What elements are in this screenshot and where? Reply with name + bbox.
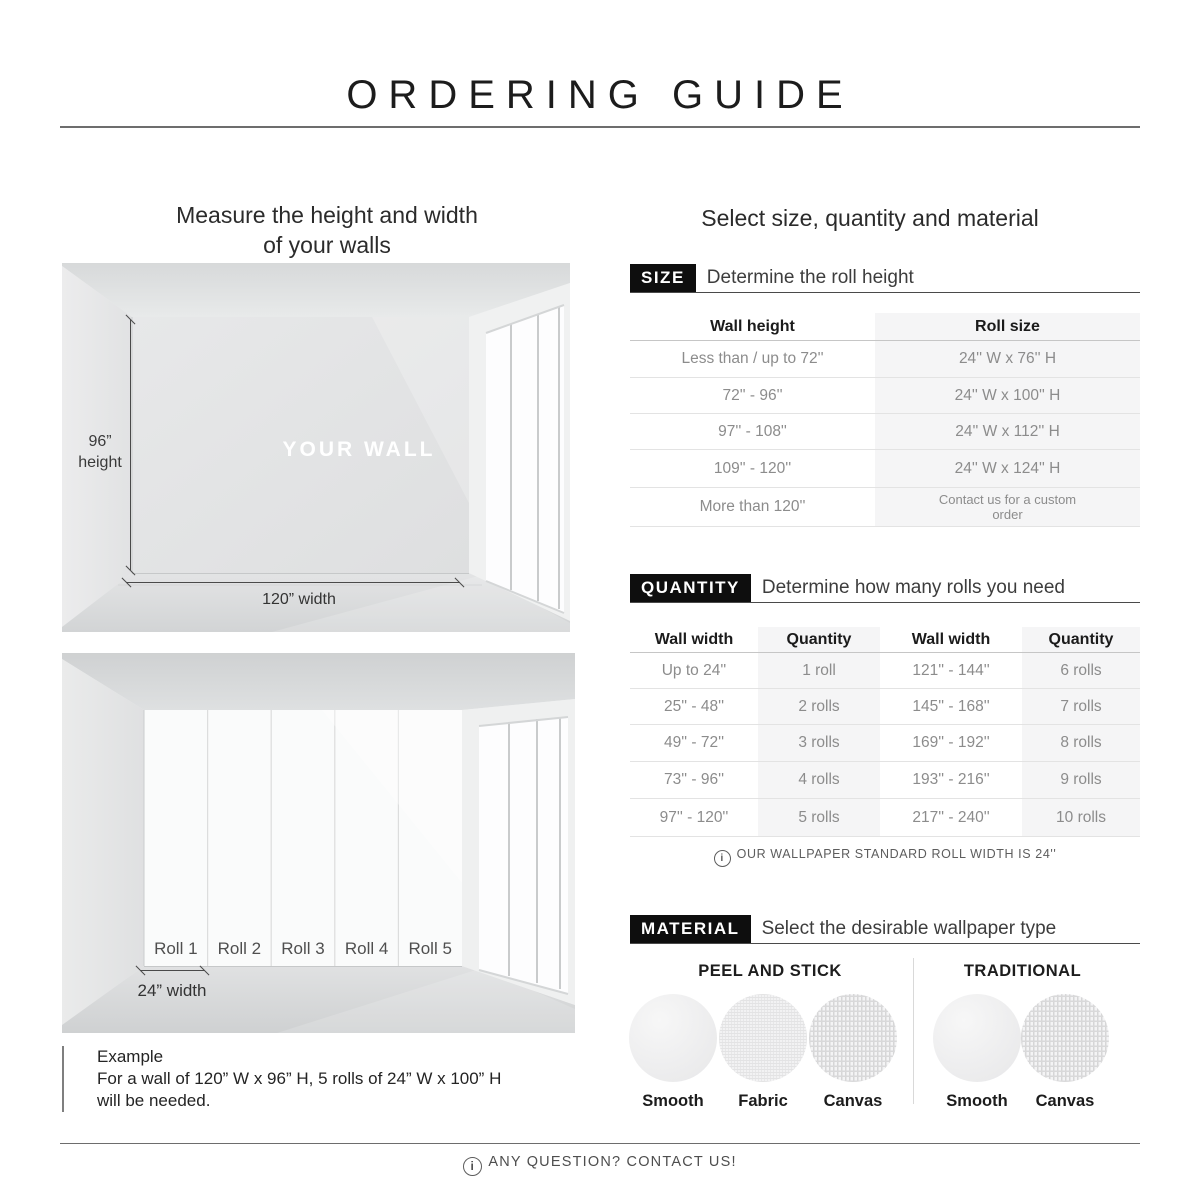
quantity-table-row	[630, 725, 1140, 762]
fabric-texture-icon	[719, 994, 807, 1082]
wall-width-cell: 217'' - 240''	[912, 808, 990, 826]
quantity-table-row	[630, 762, 1140, 799]
roll-size-cell: 24'' W x 112'' H	[875, 414, 1140, 449]
roll-label: Roll 4	[344, 939, 389, 958]
peel-and-stick-heading: PEEL AND STICK	[698, 962, 842, 980]
traditional-heading: TRADITIONAL	[963, 962, 1082, 980]
roll-label: Roll 2	[217, 939, 262, 958]
wall-height-word: height	[78, 454, 122, 471]
wall-width-cell: 169'' - 192''	[912, 734, 990, 751]
wall-height-cell: 109'' - 120''	[713, 459, 792, 477]
wall-width-cell: 121'' - 144''	[912, 661, 990, 679]
material-section-header	[630, 915, 1140, 944]
example-block	[62, 1046, 567, 1112]
smooth-texture-icon	[629, 994, 717, 1082]
left-column-heading	[62, 200, 592, 260]
material-groups-divider	[913, 958, 914, 1104]
qty-col-wall-width: Wall width	[654, 630, 734, 648]
smooth-texture-icon	[933, 994, 1021, 1082]
swatch-peel-fabric	[719, 994, 807, 1111]
quantity-cell: 1 roll	[758, 653, 880, 688]
swatch-traditional-smooth	[933, 994, 1021, 1111]
quantity-subtitle: Determine how many rolls you need	[761, 577, 1065, 598]
quantity-cell: 2 rolls	[758, 689, 880, 724]
footer-contact-note	[0, 1154, 1200, 1176]
quantity-cell: 7 rolls	[1022, 689, 1140, 724]
material-badge: MATERIAL	[630, 915, 751, 943]
size-table	[630, 313, 1140, 527]
quantity-cell: 6 rolls	[1022, 653, 1140, 688]
roll-size-cell: 24'' W x 100'' H	[875, 378, 1140, 413]
quantity-badge: QUANTITY	[630, 574, 751, 602]
room-illustration-rolls	[62, 653, 575, 1033]
qty-col-wall-width: Wall width	[911, 630, 991, 648]
roll-width-label: 24” width	[137, 981, 207, 1000]
qty-col-quantity: Quantity	[758, 627, 880, 652]
roll-width-note-text: OUR WALLPAPER STANDARD ROLL WIDTH IS 24''	[736, 847, 1057, 861]
wall-width-cell: 73'' - 96''	[663, 771, 725, 788]
wall-width-cell: 145'' - 168''	[912, 697, 990, 715]
example-title: Example	[97, 1047, 164, 1066]
size-subtitle: Determine the roll height	[706, 267, 914, 288]
roll-label: Roll 3	[281, 939, 325, 958]
wall-height-cell: Less than / up to 72''	[681, 350, 824, 367]
wall-width-cell: 49'' - 72''	[663, 734, 725, 751]
quantity-cell: 4 rolls	[758, 762, 880, 798]
swatch-label: Smooth	[946, 1092, 1008, 1110]
right-column-heading: Select size, quantity and material	[701, 205, 1039, 232]
roll-size-cell: Contact us for a custom order	[875, 488, 1140, 526]
info-icon: i	[714, 850, 731, 867]
wall-height-cell: 97'' - 108''	[718, 422, 787, 440]
width-measure-line	[126, 582, 460, 583]
swatch-peel-smooth	[629, 994, 717, 1111]
quantity-section-header	[630, 574, 1140, 603]
wall-height-cell: More than 120''	[699, 498, 806, 515]
size-col-wall-height: Wall height	[710, 317, 795, 335]
wall-height-label	[70, 431, 130, 473]
page-title: ORDERING GUIDE	[346, 72, 854, 117]
quantity-table	[630, 627, 1140, 837]
roll-size-cell: 24'' W x 124'' H	[875, 450, 1140, 487]
material-subtitle: Select the desirable wallpaper type	[761, 918, 1057, 939]
swatch-traditional-canvas	[1021, 994, 1109, 1111]
room-render-rolls	[62, 653, 575, 1033]
footer-divider	[60, 1143, 1140, 1144]
swatch-label: Fabric	[738, 1092, 788, 1110]
wall-width-cell: 97'' - 120''	[659, 808, 729, 826]
quantity-table-row	[630, 653, 1140, 689]
roll-size-cell: 24'' W x 76'' H	[875, 341, 1140, 377]
wall-width-label: 120” width	[262, 591, 336, 608]
quantity-cell: 10 rolls	[1022, 799, 1140, 836]
quantity-table-row	[630, 689, 1140, 725]
roll-width-measure-line	[140, 970, 205, 971]
example-line1: For a wall of 120” W x 96” H, 5 rolls of 24” W x 100” H	[97, 1069, 502, 1088]
quantity-cell: 5 rolls	[758, 799, 880, 836]
quantity-cell: 3 rolls	[758, 725, 880, 761]
canvas-texture-icon	[809, 994, 897, 1082]
roll-width-note	[630, 847, 1140, 867]
your-wall-label: YOUR WALL	[282, 438, 436, 461]
wall-height-value: 96”	[88, 433, 112, 450]
title-divider	[60, 126, 1140, 128]
wall-width-cell: 25'' - 48''	[663, 697, 725, 715]
size-table-row	[630, 488, 1140, 527]
left-heading-line2: of your walls	[263, 232, 391, 259]
quantity-table-header-row	[630, 627, 1140, 653]
size-table-row	[630, 341, 1140, 378]
size-badge: SIZE	[630, 264, 696, 292]
size-col-roll-size: Roll size	[875, 313, 1140, 340]
size-table-row	[630, 450, 1140, 488]
quantity-table-row	[630, 799, 1140, 837]
swatch-peel-canvas	[809, 994, 897, 1111]
info-icon: i	[463, 1157, 482, 1176]
example-line2: will be needed.	[97, 1091, 211, 1110]
wall-height-cell: 72'' - 96''	[722, 386, 783, 404]
wall-width-cell: 193'' - 216''	[912, 771, 990, 788]
room-illustration-measure	[62, 263, 570, 632]
swatch-label: Canvas	[1035, 1092, 1095, 1110]
swatch-label: Smooth	[642, 1092, 704, 1110]
wall-width-cell: Up to 24''	[661, 661, 727, 679]
roll-label: Roll 1	[154, 939, 198, 958]
roll-labels-row	[144, 939, 462, 959]
size-table-row	[630, 414, 1140, 450]
swatch-label: Canvas	[823, 1092, 883, 1110]
size-table-header-row	[630, 313, 1140, 341]
qty-col-quantity: Quantity	[1022, 627, 1140, 652]
left-heading-line1: Measure the height and width	[176, 202, 478, 229]
canvas-texture-icon	[1021, 994, 1109, 1082]
quantity-cell: 8 rolls	[1022, 725, 1140, 761]
quantity-cell: 9 rolls	[1022, 762, 1140, 798]
height-measure-line	[130, 320, 131, 570]
size-section-header	[630, 264, 1140, 293]
roll-label: Roll 5	[408, 939, 452, 958]
footer-contact-text: ANY QUESTION? CONTACT US!	[488, 1154, 737, 1170]
size-table-row	[630, 378, 1140, 414]
